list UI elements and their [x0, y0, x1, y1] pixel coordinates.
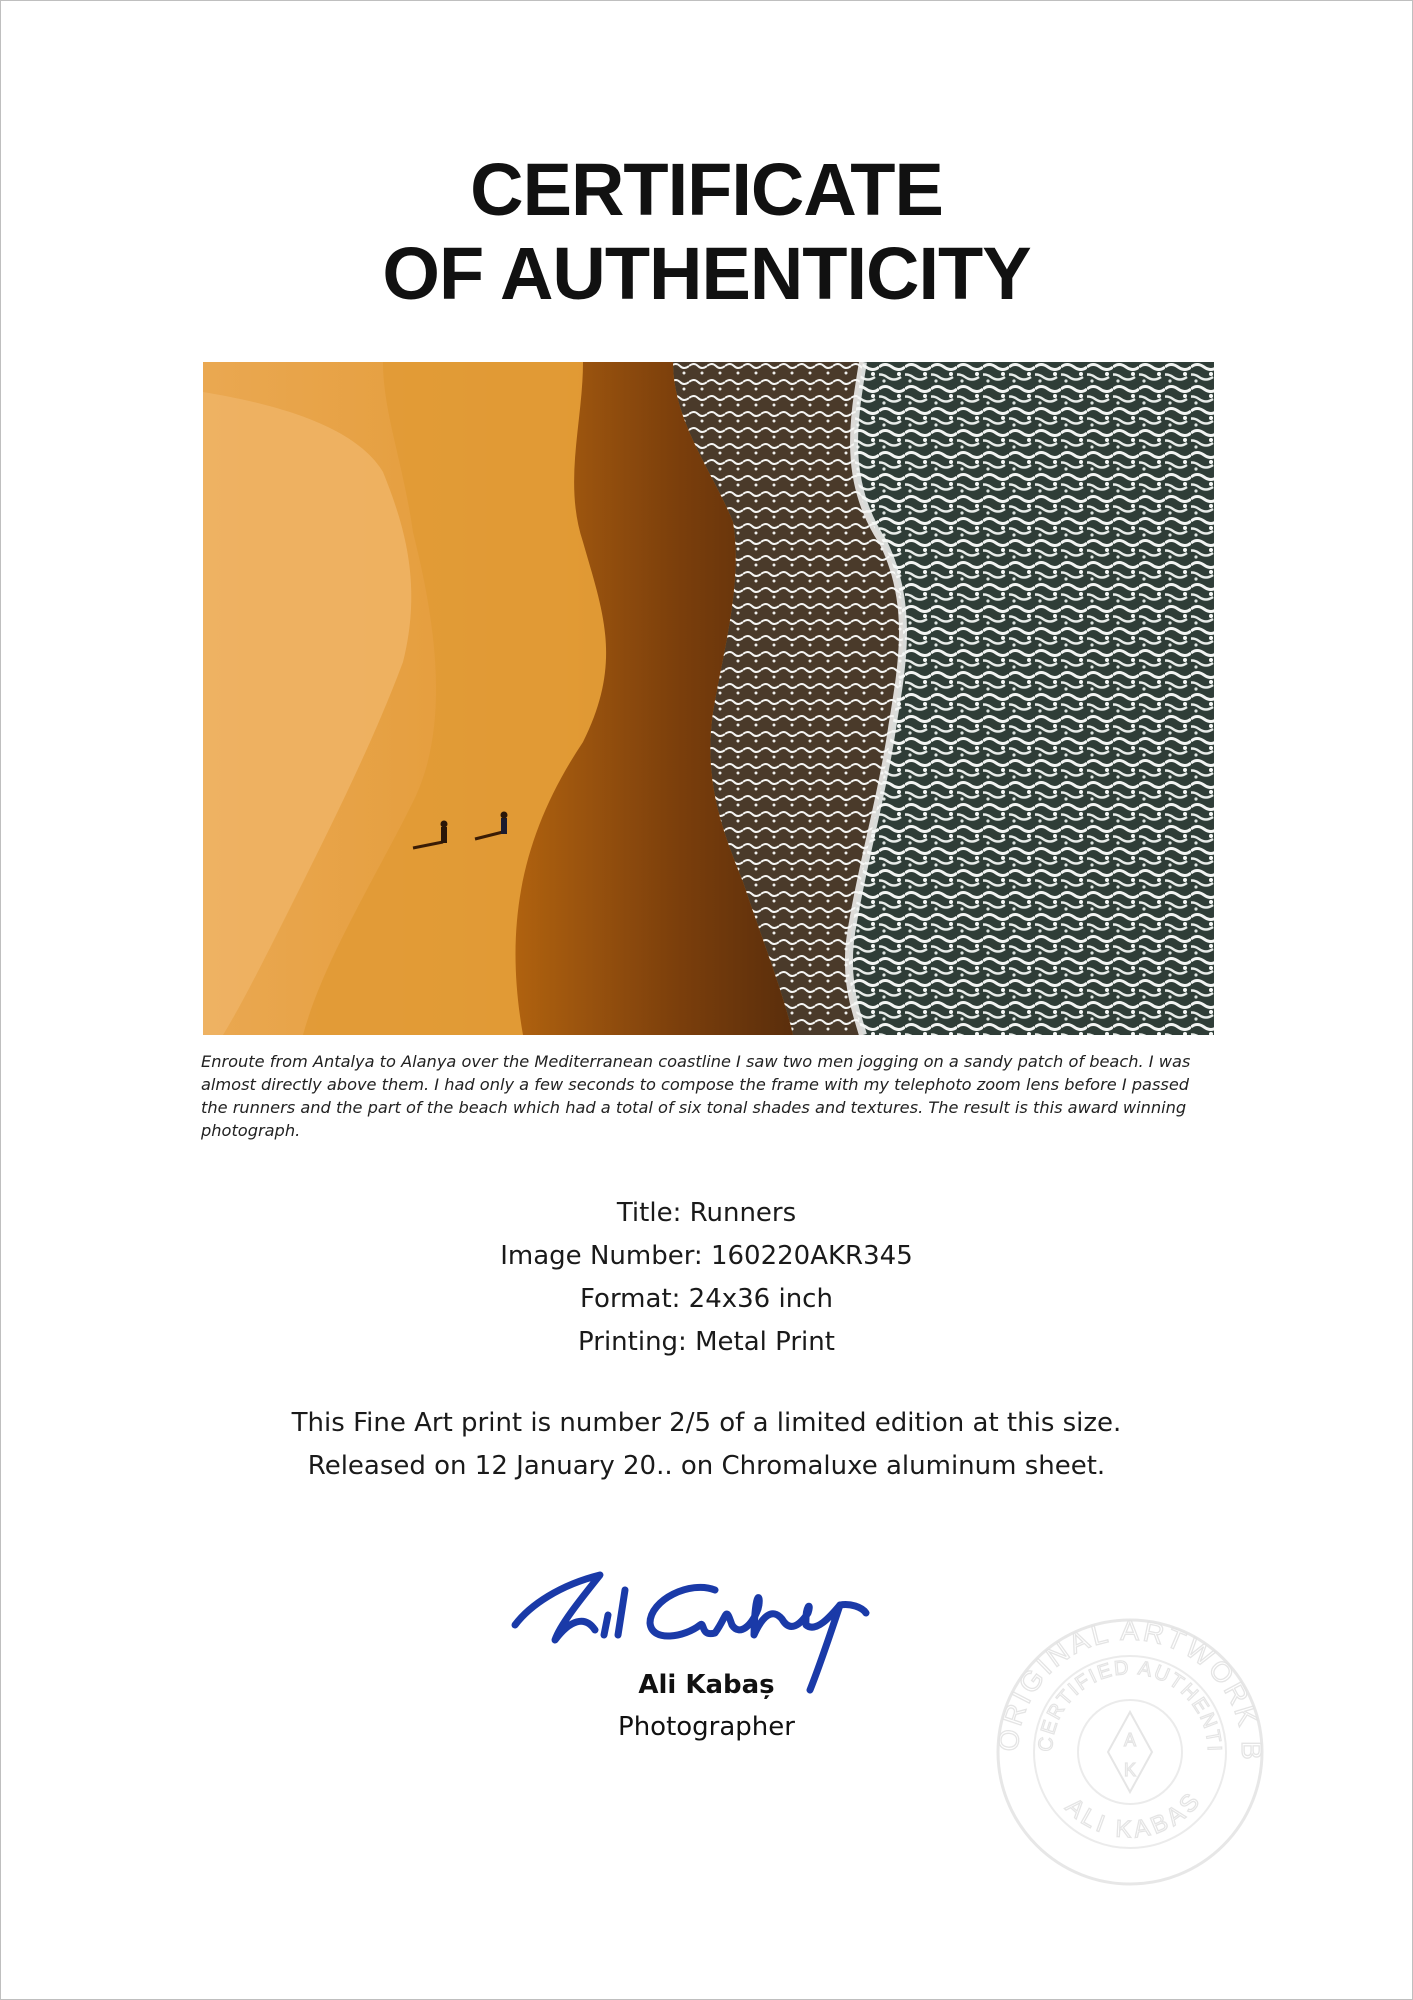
- beach-aerial-image: [203, 362, 1214, 1035]
- seal-monogram-top: A: [1123, 1730, 1137, 1750]
- seal-outer-text: ORIGINAL ARTWORK B: [992, 1614, 1268, 1763]
- title-line-2: OF AUTHENTICITY: [382, 232, 1031, 315]
- detail-title: Title: Runners: [616, 1198, 797, 1228]
- detail-image-number: Image Number: 160220AKR345: [500, 1241, 913, 1271]
- embossed-seal: [990, 1612, 1270, 1892]
- artwork-photo: [203, 362, 1214, 1035]
- seal-inner-text: CERTIFIED AUTHENTI: [1034, 1656, 1226, 1754]
- detail-format: Format: 24x36 inch: [580, 1284, 833, 1314]
- seal-bottom-text: ALI KABAS: [1060, 1785, 1208, 1844]
- detail-printing: Printing: Metal Print: [578, 1327, 835, 1357]
- artwork-details: [0, 1192, 1413, 1364]
- signer-name: Ali Kabaș: [638, 1670, 775, 1700]
- certified-seal-icon: [990, 1612, 1270, 1892]
- edition-statement: [0, 1402, 1413, 1488]
- artwork-caption: Enroute from Antalya to Alanya over the Mediterranean coastline I saw two men jogging on a sandy patch of beach. I was almost directly above them. I had only a few seconds to compose the frame with my telephoto zoom lens before I passed the runners and the part of the beach which had a total of six tonal shades and textures. The result is this award winning photograph.: [201, 1052, 1191, 1140]
- edition-line-1: This Fine Art print is number 2/5 of a limited edition at this size.: [291, 1408, 1122, 1438]
- certificate-title: [0, 148, 1413, 316]
- signer-role: Photographer: [618, 1712, 795, 1742]
- seal-monogram-bottom: K: [1123, 1760, 1137, 1780]
- edition-line-2: Released on 12 January 20.. on Chromaluxe aluminum sheet.: [307, 1451, 1106, 1481]
- title-line-1: CERTIFICATE: [470, 148, 943, 231]
